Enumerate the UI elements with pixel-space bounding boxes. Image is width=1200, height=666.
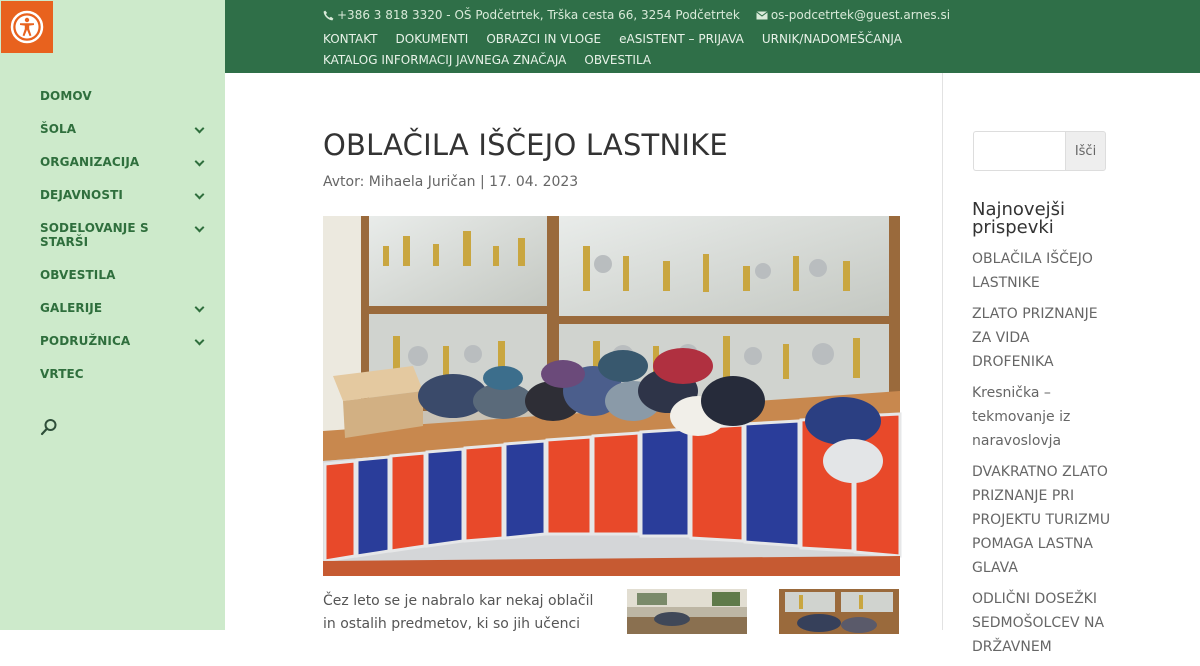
sidebar-item-label: OBVESTILA: [40, 268, 116, 282]
recent-post-link[interactable]: Kresnička – tekmovanje iz naravoslovja: [972, 385, 1071, 449]
chevron-down-icon[interactable]: [195, 303, 205, 313]
search-button[interactable]: Išči: [1065, 131, 1106, 171]
accessibility-icon: [10, 10, 44, 44]
sidebar-item-label: PODRUŽNICA: [40, 334, 131, 348]
sidebar-item-label: ORGANIZACIJA: [40, 155, 140, 169]
post-title: OBLAČILA IŠČEJO LASTNIKE: [323, 128, 728, 162]
sidebar-item-label: ŠOLA: [40, 122, 77, 136]
sidebar: [0, 0, 225, 630]
chevron-down-icon[interactable]: [195, 190, 205, 200]
contact-email: os-podcetrtek@guest.arnes.si: [770, 8, 951, 22]
gallery-thumbnail[interactable]: [627, 589, 747, 634]
recent-post-link[interactable]: ZLATO PRIZNANJE ZA VIDA DROFENIKA: [972, 306, 1098, 370]
lost-clothes-photo: [323, 216, 900, 576]
post-body: Čez leto se je nabralo kar nekaj oblačil in ostalih predmetov, ki so jih učenci: [323, 593, 594, 632]
topnav-dokumenti[interactable]: DOKUMENTI: [395, 32, 469, 46]
sidebar-item-label: DOMOV: [40, 89, 92, 103]
topnav-kontakt[interactable]: KONTAKT: [323, 32, 378, 46]
post-author[interactable]: Mihaela Juričan: [368, 174, 476, 190]
post-date: 17. 04. 2023: [489, 174, 579, 190]
sidebar-item-galerije[interactable]: [40, 298, 208, 331]
topnav-obrazci[interactable]: OBRAZCI IN VLOGE: [486, 32, 602, 46]
chevron-down-icon[interactable]: [195, 124, 205, 134]
sidebar-item-vrtec[interactable]: [40, 364, 208, 397]
sidebar-item-podruznica[interactable]: [40, 331, 208, 364]
post-featured-image: [323, 216, 900, 576]
sidebar-item-organizacija[interactable]: [40, 152, 208, 185]
search-icon[interactable]: [40, 418, 58, 436]
top-nav: [323, 29, 943, 71]
post-meta: [323, 174, 578, 190]
chevron-down-icon[interactable]: [195, 157, 205, 167]
sidebar-item-label: GALERIJE: [40, 301, 103, 315]
main-nav: [40, 86, 208, 397]
topnav-katalog[interactable]: KATALOG INFORMACIJ JAVNEGA ZNAČAJA: [323, 53, 567, 67]
contact-email-link[interactable]: [756, 8, 950, 22]
site-search: [973, 131, 1106, 171]
recent-posts-title: Najnovejši prispevki: [972, 199, 1066, 238]
topnav-obvestila[interactable]: OBVESTILA: [584, 53, 652, 67]
search-input[interactable]: [973, 131, 1065, 171]
content-divider: [942, 73, 943, 630]
sidebar-item-dejavnosti[interactable]: [40, 185, 208, 218]
sidebar-item-label: DEJAVNOSTI: [40, 188, 123, 202]
gallery-thumbnail[interactable]: [779, 589, 899, 634]
recent-posts-list: [972, 247, 1112, 666]
meta-separator: |: [479, 174, 485, 190]
thumbnail-image: [627, 589, 747, 634]
recent-post-link[interactable]: ODLIČNI DOSEŽKI SEDMOŠOLCEV NA DRŽAVNEM: [972, 591, 1105, 655]
sidebar-item-label: SODELOVANJE S STARŠI: [40, 221, 149, 249]
sidebar-item-obvestila[interactable]: [40, 265, 208, 298]
chevron-down-icon[interactable]: [195, 336, 205, 346]
sidebar-item-sola[interactable]: [40, 119, 208, 152]
contact-phone: +386 3 818 3320 - OŠ Podčetrtek, Trška cesta 66, 3254 Podčetrtek: [337, 8, 740, 22]
chevron-down-icon[interactable]: [195, 223, 205, 233]
top-header: [225, 0, 1200, 73]
envelope-icon: [756, 11, 768, 20]
sidebar-item-label: VRTEC: [40, 367, 84, 381]
sidebar-item-domov[interactable]: [40, 86, 208, 119]
topnav-urnik[interactable]: URNIK/NADOMEŠČANJA: [761, 32, 902, 46]
phone-icon: [323, 10, 334, 21]
recent-post-link[interactable]: DVAKRATNO ZLATO PRIZNANJE PRI PROJEKTU TURIZMU POMAGA LASTNA GLAVA: [972, 464, 1111, 576]
author-prefix: Avtor:: [323, 174, 365, 190]
recent-post-link[interactable]: OBLAČILA IŠČEJO LASTNIKE: [972, 251, 1093, 291]
thumbnail-image: [779, 589, 899, 634]
contact-info: [323, 8, 950, 22]
topnav-easistent[interactable]: eASISTENT – PRIJAVA: [619, 32, 744, 46]
accessibility-button[interactable]: [1, 1, 53, 53]
sidebar-item-sodelovanje[interactable]: [40, 218, 208, 265]
